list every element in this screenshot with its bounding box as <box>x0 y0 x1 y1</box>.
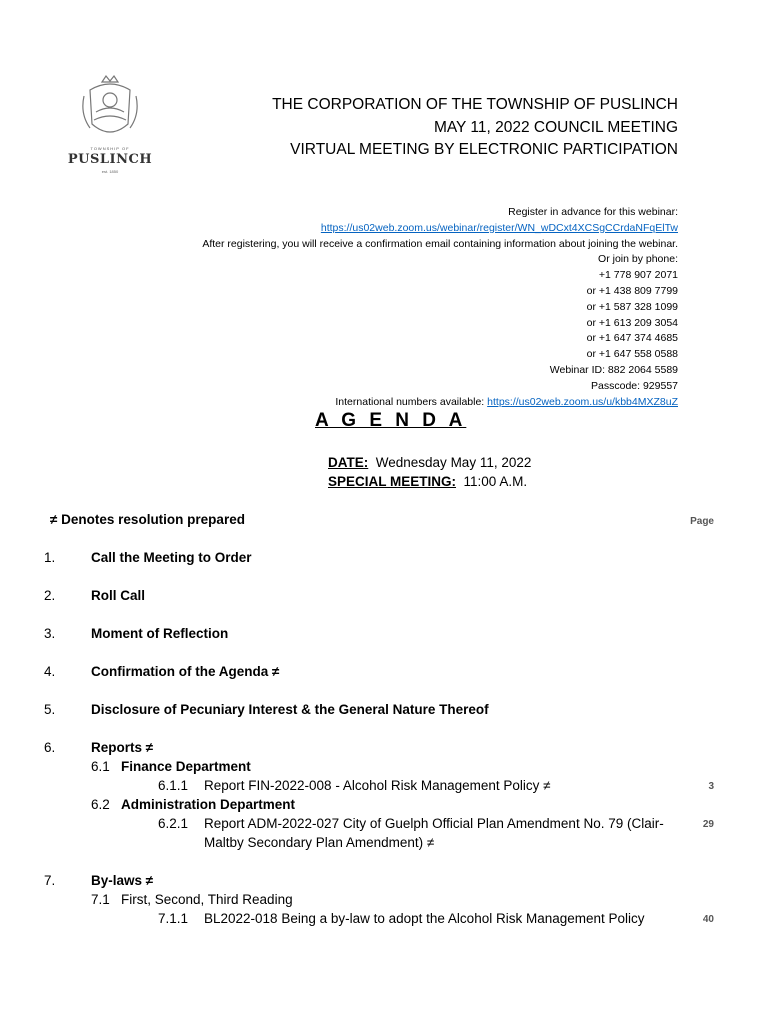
report-title: Report ADM-2022-027 City of Guelph Official Plan Amendment No. 79 (Clair- <box>204 816 664 831</box>
phone-number: or +1 647 558 0588 <box>586 348 678 361</box>
bylaw-number: 7.1.1 <box>158 911 189 926</box>
logo-town-name: PUSLINCH <box>67 152 153 167</box>
township-crest-icon <box>62 74 158 144</box>
header-line-3: VIRTUAL MEETING BY ELECTRONIC PARTICIPATION <box>290 141 678 158</box>
subsection-title: Administration Department <box>121 797 296 812</box>
special-label: SPECIAL MEETING: <box>328 474 457 489</box>
document-header <box>272 94 678 162</box>
subsection-number: 7.1 <box>91 892 110 907</box>
register-link[interactable]: https://us02web.zoom.us/webinar/register/WN_wDCxt4XCSgCCrdaNFqElTw <box>320 221 678 234</box>
header-line-1: THE CORPORATION OF THE TOWNSHIP OF PUSLINCH <box>272 96 678 113</box>
agenda-item-title: Roll Call <box>91 588 146 603</box>
phone-number: or +1 647 374 4685 <box>586 332 678 345</box>
register-text: Register in advance for this webinar: <box>508 206 678 218</box>
webinar-id: Webinar ID: 882 2064 5589 <box>549 363 678 376</box>
subsection-number: 6.1 <box>91 759 110 774</box>
agenda-item-title: Confirmation of the Agenda ≠ <box>91 664 280 679</box>
bylaw-title: BL2022-018 Being a by-law to adopt the Alcohol Risk Management Policy <box>204 911 645 926</box>
phone-intro: Or join by phone: <box>598 253 678 266</box>
subsection-title: Finance Department <box>121 759 251 774</box>
item-number: 5. <box>44 702 56 717</box>
date-label: DATE: <box>328 455 369 470</box>
page-number: 3 <box>708 781 714 792</box>
agenda-item-title: Disclosure of Pecuniary Interest & the General Nature Thereof <box>91 702 489 717</box>
intl-numbers-link[interactable]: https://us02web.zoom.us/u/kbb4MXZ8uZ <box>487 395 678 408</box>
report-number: 6.2.1 <box>158 816 189 831</box>
special-value: 11:00 A.M. <box>463 474 528 489</box>
agenda-item-title: Reports ≠ <box>91 740 154 755</box>
logo-est: est. 1850 <box>101 169 119 174</box>
report-title-continued: Maltby Secondary Plan Amendment) ≠ <box>204 835 435 850</box>
intl-numbers-text: International numbers available: <box>335 395 488 408</box>
resolution-legend: ≠ Denotes resolution prepared <box>50 512 245 527</box>
page-number: 40 <box>702 914 714 925</box>
page-column-header: Page <box>690 516 714 527</box>
item-number: 4. <box>44 664 56 679</box>
item-number: 6. <box>44 740 56 755</box>
registration-block <box>202 205 678 410</box>
agenda-item-title: By-laws ≠ <box>91 873 154 888</box>
agenda-item-title: Call the Meeting to Order <box>91 550 252 565</box>
subsection-title: First, Second, Third Reading <box>121 892 293 907</box>
township-logo <box>62 74 158 178</box>
special-meeting-line <box>328 474 527 489</box>
passcode: Passcode: 929557 <box>591 379 678 392</box>
item-number: 3. <box>44 626 56 641</box>
item-number: 2. <box>44 588 56 603</box>
phone-number: or +1 438 809 7799 <box>586 284 678 297</box>
page-number: 29 <box>702 819 714 830</box>
phone-number: or +1 613 209 3054 <box>586 316 678 329</box>
agenda-title: A G E N D A <box>315 410 467 431</box>
phone-number: or +1 587 328 1099 <box>586 300 678 313</box>
subsection-number: 6.2 <box>91 797 110 812</box>
item-number: 7. <box>44 873 56 888</box>
agenda-item-title: Moment of Reflection <box>91 626 229 641</box>
date-value: Wednesday May 11, 2022 <box>375 455 532 470</box>
meeting-date-line <box>328 455 531 470</box>
item-number: 1. <box>44 550 56 565</box>
header-line-2: MAY 11, 2022 COUNCIL MEETING <box>433 118 678 136</box>
phone-number: +1 778 907 2071 <box>598 269 678 282</box>
logo-township-of: TOWNSHIP OF <box>90 146 130 151</box>
report-number: 6.1.1 <box>158 778 189 793</box>
after-register-text: After registering, you will receive a confirmation email containing information about joining the webinar. <box>202 237 678 250</box>
report-title: Report FIN-2022-008 - Alcohol Risk Management Policy ≠ <box>204 778 551 793</box>
